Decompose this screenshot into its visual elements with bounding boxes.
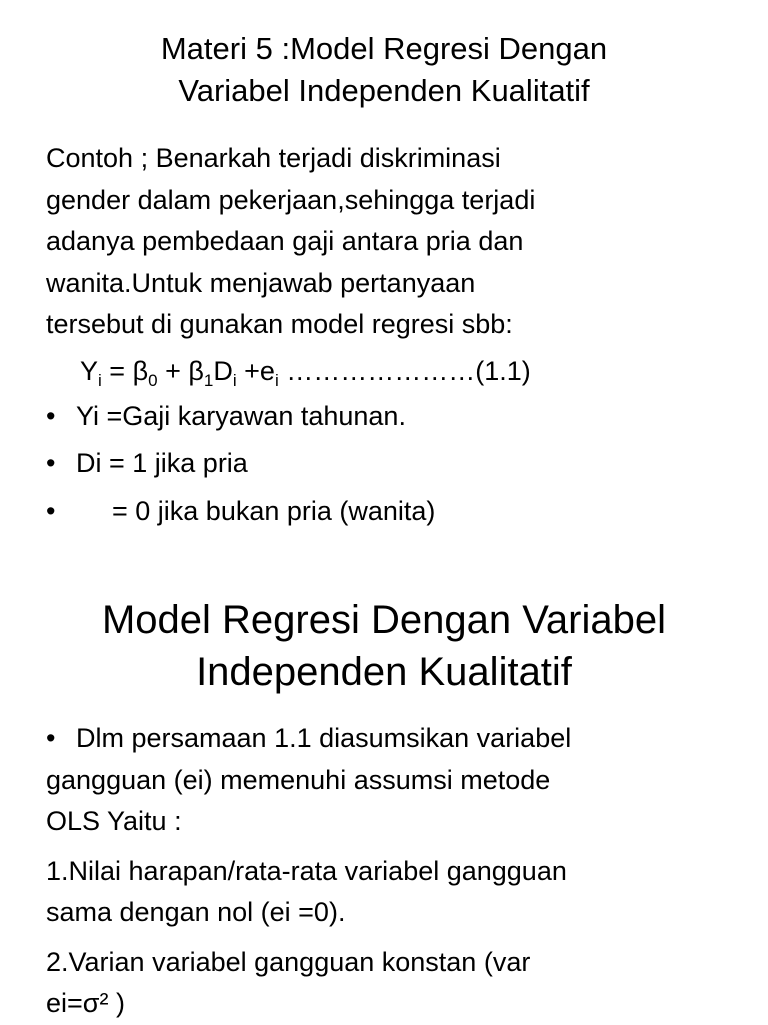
slide-2-title [0, 594, 768, 698]
slide-1-body [46, 138, 746, 532]
assumption-line-3: OLS Yaitu : [46, 806, 182, 836]
eq-beta1-sub: 1 [203, 370, 214, 390]
eq-tail: …………………(1.1) [278, 355, 531, 386]
eq-y: Y [80, 355, 99, 386]
bullet-dot-icon: • [46, 495, 56, 526]
bullet-item-1 [46, 396, 746, 438]
intro-line-5: tersebut di gunakan model regresi sbb: [46, 309, 513, 339]
bullet-dot-icon: • [46, 400, 56, 431]
item-1-number: 1. [46, 855, 69, 886]
bullet-text-1: Yi =Gaji karyawan tahunan. [76, 400, 406, 431]
item-1-line-2: sama dengan nol (ei =0). [46, 897, 346, 927]
eq-y-sub: i [98, 370, 102, 390]
assumption-item-1 [46, 851, 746, 934]
intro-line-3: adanya pembedaan gaji antara pria dan [46, 226, 524, 256]
bullet-item-3 [46, 491, 746, 533]
bullet-text-3: = 0 jika bukan pria (wanita) [112, 495, 436, 526]
slide-2-title-line-2: Independen Kualitatif [196, 650, 572, 694]
regression-equation [46, 346, 746, 396]
bullet-dot-icon: • [46, 723, 56, 753]
slide-2-body [46, 718, 746, 1025]
intro-line-4: wanita.Untuk menjawab pertanyaan [46, 267, 476, 298]
eq-beta0: = β [101, 355, 149, 386]
assumption-line-2: gangguan (ei) memenuhi assumsi metode [46, 764, 551, 795]
intro-line-1: Contoh ; Benarkah terjadi diskriminasi [46, 143, 501, 173]
item-1-line-1: Nilai harapan/rata-rata variabel gangguan [68, 855, 567, 886]
slide-1-title-line-2: Variabel Independen Kualitatif [178, 73, 590, 108]
slide-1-title [0, 28, 768, 112]
eq-e: +e [236, 355, 275, 386]
bullet-item-2 [46, 443, 746, 485]
slide-1-title-line-1: Materi 5 :Model Regresi Dengan [160, 31, 608, 66]
intro-paragraph [46, 138, 746, 346]
assumption-line-1: Dlm persamaan 1.1 diasumsikan variabel [76, 723, 572, 753]
eq-beta0-sub: 0 [148, 370, 158, 390]
eq-beta1: + β [157, 355, 204, 386]
bullet-dot-icon: • [46, 448, 56, 478]
bullet-text-2: Di = 1 jika pria [76, 448, 248, 478]
eq-e-sub: i [274, 370, 279, 390]
item-2-line-2: ei=σ² ) [46, 988, 125, 1018]
intro-line-2: gender dalam pekerjaan,sehingga terjadi [46, 184, 536, 215]
eq-d: D [213, 355, 233, 386]
assumption-item-2 [46, 942, 746, 1025]
slide-2-title-line-1: Model Regresi Dengan Variabel [101, 598, 667, 642]
eq-d-sub: i [232, 370, 237, 390]
item-2-line-1: Varian variabel gangguan konstan (var [68, 946, 531, 977]
item-2-number: 2. [46, 946, 69, 977]
assumption-bullet [46, 718, 746, 843]
slide-2 [0, 560, 768, 1024]
